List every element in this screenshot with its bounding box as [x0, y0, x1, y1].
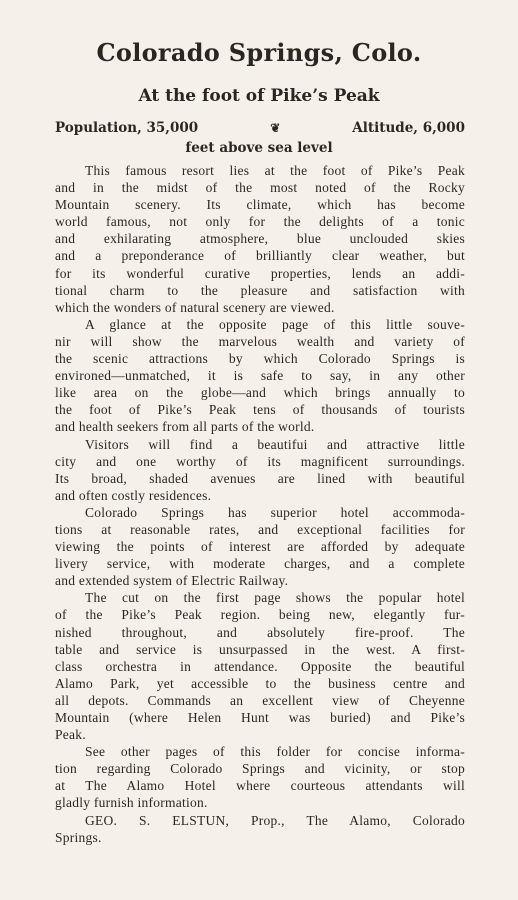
altitude-continuation: feet above sea level	[185, 140, 333, 156]
text-line: like area on the globe—and which brings annually to	[55, 385, 465, 401]
text-line: and health seekers from all parts of the world.	[55, 419, 315, 435]
text-line: of the Pike’s Peak region. being new, elegantly fur-	[55, 607, 465, 623]
signature-line: GEO. S. ELSTUN, Prop., The Alamo, Colorado	[85, 812, 465, 828]
text-line: nir will show the marvelous wealth and variety of	[55, 333, 465, 349]
text-line: for its wonderful curative properties, lends an addi-	[55, 265, 465, 281]
text-line: and a preponderance of brilliantly clear weather, but	[55, 248, 465, 264]
text-line: The cut on the first page shows the popular hotel	[85, 590, 465, 606]
text-line: which the wonders of natural scenery are viewed.	[55, 299, 335, 315]
text-line: nished throughout, and absolutely fire-proof. The	[55, 624, 465, 640]
text-line: the foot of Pike’s Peak tens of thousands of tourists	[55, 402, 465, 418]
text-line: Peak.	[55, 727, 86, 743]
text-line: and extended system of Electric Railway.	[55, 573, 289, 589]
text-line: Visitors will find a beautifui and attractive little	[85, 436, 465, 452]
text-line: Mountain (where Helen Hunt was buried) and Pike’s	[55, 710, 465, 725]
leaf-ornament-icon: ❦	[270, 121, 281, 135]
text-line: livery service, with moderate charges, and a complete	[55, 556, 465, 572]
text-line: and in the midst of the most noted of the Rocky	[55, 180, 465, 196]
text-line: This famous resort lies at the foot of Pike’s Peak	[85, 163, 465, 178]
text-line: gladly furnish information.	[55, 795, 208, 811]
text-line: tion regarding Colorado Springs and vicinity, or stop	[55, 761, 465, 777]
text-line: A glance at the opposite page of this little souve-	[85, 316, 465, 332]
text-line: and exhilarating atmosphere, blue unclouded skies	[55, 231, 465, 247]
text-line: table and service is unsurpassed in the west. A first-	[55, 641, 465, 657]
text-line: viewing the points of interest are afforded by adequate	[55, 539, 465, 555]
body-text	[55, 162, 465, 846]
text-line: class orchestra in attendance. Opposite the beautiful	[55, 658, 465, 674]
text-line: the scenic attractions by which Colorado Springs is	[55, 351, 465, 367]
text-line: city and one worthy of its magnificent surroundings.	[55, 453, 465, 469]
altitude-text: Altitude, 6,000	[352, 120, 465, 136]
text-line: Mountain scenery. Its climate, which has become	[55, 197, 465, 213]
text-line: all depots. Commands an excellent view of Cheyenne	[55, 692, 465, 708]
text-line: tions at reasonable rates, and exceptional facilities for	[55, 521, 465, 537]
page-subtitle: At the foot of Pike’s Peak	[138, 86, 380, 106]
text-line: environed—unmatched, it is safe to say, in any other	[55, 368, 465, 384]
text-line: Its broad, shaded avenues are lined with beautiful	[55, 470, 465, 486]
text-line: See other pages of this folder for concise informa-	[85, 744, 465, 760]
stats-line	[55, 120, 465, 136]
text-line: world famous, not only for the delights of a tonic	[55, 214, 465, 230]
text-line: at The Alamo Hotel where courteous attendants will	[55, 778, 465, 794]
population-text: Population, 35,000	[55, 120, 199, 136]
text-line: tional charm to the pleasure and satisfaction with	[55, 282, 465, 298]
signature-line: Springs.	[55, 829, 102, 845]
text-line: Alamo Park, yet accessible to the business centre and	[55, 675, 465, 691]
text-line: Colorado Springs has superior hotel accommoda-	[85, 504, 465, 520]
text-line: and often costly residences.	[55, 487, 212, 503]
page-title: Colorado Springs, Colo.	[96, 38, 422, 67]
